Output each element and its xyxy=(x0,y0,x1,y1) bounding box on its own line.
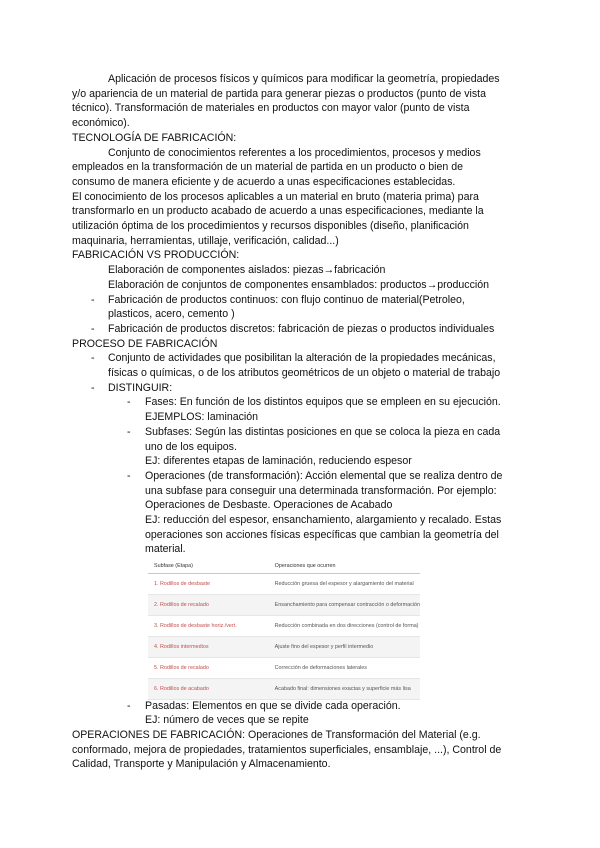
fab-vs-prod-item: Elaboración de componentes aislados: piezas→fabricación xyxy=(108,264,386,277)
tecnologia-line: Conjunto de conocimientos referentes a los procedimientos, procesos y medios xyxy=(108,146,481,159)
operaciones-fabricacion-line: Calidad, Transporte y Manipulación y Almacenamiento. xyxy=(72,758,331,771)
tecnologia-line: empleados en la transformación de un material de partida en un producto o bien de xyxy=(72,161,464,174)
operaciones-line: una subfase para conseguir una determinada transformación. Por ejemplo: xyxy=(145,484,497,497)
table-cell-subfase: 1. Rodillos de desbaste xyxy=(148,574,269,595)
bullet-dash: - xyxy=(127,396,131,409)
distinguir-label: DISTINGUIR: xyxy=(108,381,173,394)
table-cell-subfase: 3. Rodillos de desbaste horiz./vert. xyxy=(148,616,269,637)
table-header-cell: Subfase (Etapa) xyxy=(148,558,269,574)
table-cell-operaciones: Acabado final: dimensiones exactas y superficie más lisa xyxy=(269,679,420,700)
operaciones-fabricacion-line: OPERACIONES DE FABRICACIÓN: Operaciones de Transformación del Material (e.g. xyxy=(72,728,481,741)
table-row xyxy=(148,616,420,637)
operaciones-line: EJ: reducción del espesor, ensanchamiento, alargamiento y recalado. Estas xyxy=(145,514,502,526)
proceso-bullet: físicas o químicas, o de los atributos geométricos de un objeto o material de trabajo xyxy=(108,367,501,379)
pasadas-line: EJ: número de veces que se repite xyxy=(145,714,309,727)
table-row xyxy=(148,574,420,595)
table-cell-operaciones: Ajuste fino del espesor y perfil intermedio xyxy=(269,637,420,658)
subfases-line: uno de los equipos. xyxy=(145,440,237,453)
table-cell-operaciones: Reducción combinada en dos direcciones (control de forma) xyxy=(269,616,420,637)
operaciones-line: Operaciones (de transformación): Acción elemental que se realiza dentro de xyxy=(145,469,503,482)
table-header-cell: Operaciones que ocurren xyxy=(269,558,420,574)
fases-line: EJEMPLOS: laminación xyxy=(145,411,259,424)
operaciones-line: operaciones son acciones físicas específicas que cambian la geometría del xyxy=(145,528,499,541)
tecnologia-line: utilización óptima de los procedimientos y recursos disponibles (diseño, planificación xyxy=(72,220,469,232)
fases-line: Fases: En función de los distintos equipos que se empleen en su ejecución. xyxy=(145,396,501,409)
fab-vs-prod-bullet: plasticos, acero, cemento ) xyxy=(108,308,235,321)
operaciones-line: material. xyxy=(145,543,186,556)
fab-vs-prod-bullet: Fabricación de productos discretos: fabricación de piezas o productos individuales xyxy=(108,322,495,335)
pasadas-line: Pasadas: Elementos en que se divide cada operación. xyxy=(145,699,401,712)
table-cell-subfase: 4. Rodillos intermedios xyxy=(148,637,269,658)
subfase-operations-table xyxy=(148,558,420,700)
table-row xyxy=(148,637,420,658)
table-row xyxy=(148,595,420,616)
intro-line: Aplicación de procesos físicos y químicos para modificar la geometría, propiedades xyxy=(108,73,500,85)
bullet-dash: - xyxy=(91,293,95,306)
table-cell-subfase: 2. Rodillos de recalado xyxy=(148,595,269,616)
intro-line: técnico). Transformación de materiales en productos con mayor valor (punto de vista xyxy=(72,102,470,115)
tecnologia-line: transformarlo en un producto acabado de acuerdo a unas especificaciones, mediante la xyxy=(72,205,484,218)
tecnologia-line: El conocimiento de los procesos aplicables a un material en bruto (materia prima) para xyxy=(72,190,479,203)
tecnologia-line: consumo de manera eficiente y de acuerdo a unas especificaciones establecidas. xyxy=(72,175,456,188)
operaciones-line: Operaciones de Desbaste. Operaciones de Acabado xyxy=(145,499,393,512)
bullet-dash: - xyxy=(127,469,131,482)
table-cell-operaciones: Corrección de deformaciones laterales xyxy=(269,658,420,679)
section-heading-proceso: PROCESO DE FABRICACIÓN xyxy=(72,337,218,350)
bullet-dash: - xyxy=(127,699,131,712)
intro-line: y/o apariencia de un material de partida para generar piezas o productos (punto de vista xyxy=(72,87,486,100)
intro-line: económico). xyxy=(72,117,130,130)
table-cell-subfase: 6. Rodillos de acabado xyxy=(148,679,269,700)
proceso-bullet: Conjunto de actividades que posibilitan la alteración de la propiedades mecánicas, xyxy=(108,352,496,365)
table-header-row xyxy=(148,558,420,574)
table-row xyxy=(148,658,420,679)
table-cell-subfase: 5. Rodillos de recalado xyxy=(148,658,269,679)
bullet-dash: - xyxy=(127,425,131,438)
table-row xyxy=(148,679,420,700)
subfases-line: Subfases: Según las distintas posiciones en que se coloca la pieza en cada xyxy=(145,425,501,438)
bullet-dash: - xyxy=(91,352,95,365)
section-heading-fab-vs-prod: FABRICACIÓN VS PRODUCCIÓN: xyxy=(72,249,240,262)
table-cell-operaciones: Ensanchamiento para compensar contracción o deformación xyxy=(269,595,420,616)
fab-vs-prod-item: Elaboración de conjuntos de componentes ensamblados: productos→producción xyxy=(108,278,490,291)
bullet-dash: - xyxy=(91,322,95,335)
operaciones-fabricacion-line: conformado, mejora de propiedades, tratamientos superficiales, ensamblaje, ...), Control de xyxy=(72,743,502,756)
tecnologia-line: maquinaria, herramientas, utillaje, verificación, calidad...) xyxy=(72,234,339,247)
table-cell-operaciones: Reducción gruesa del espesor y alargamiento del material xyxy=(269,574,420,595)
bullet-dash: - xyxy=(91,381,95,394)
fab-vs-prod-bullet: Fabricación de productos continuos: con flujo continuo de material(Petroleo, xyxy=(108,293,465,306)
subfases-line: EJ: diferentes etapas de laminación, reduciendo espesor xyxy=(145,455,412,468)
section-heading-tecnologia: TECNOLOGÍA DE FABRICACIÓN: xyxy=(72,131,237,144)
